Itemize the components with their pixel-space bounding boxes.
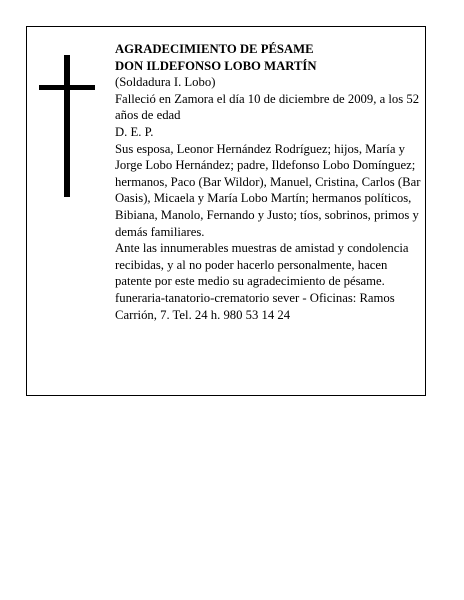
family-list: Sus esposa, Leonor Hernández Rodríguez; hijos, María y Jorge Lobo Hernández; padre, Ildefonso Lobo Domínguez; hermanos, Paco (Bar Wildor), Manuel, Cristina, Carlos (Bar Oasis), Micaela y María Lobo Martín; hermanos políticos, Bibiana, Manolo, Fernando y Justo; tíos, sobrinos, primos y demás familiares. [115,141,421,239]
cross-horizontal-bar [39,85,95,90]
gratitude-text: Ante las innumerables muestras de amistad y condolencia recibidas, y al no poder hacerlo personalmente, hacen patente por este medio su agradecimiento de pésame. [115,241,409,289]
funeral-home-info: funeraria-tanatorio-crematorio sever - Oficinas: Ramos Carrión, 7. Tel. 24 h. 980 53 14 24 [115,290,395,322]
rip-line: D. E. P. [115,124,154,139]
death-info: Falleció en Zamora el día 10 de diciembre de 2009, a los 52 años de edad [115,91,420,123]
cross-icon [39,55,95,197]
notice-title: AGRADECIMIENTO DE PÉSAME [115,42,314,56]
deceased-name: DON ILDEFONSO LOBO MARTÍN [115,58,317,73]
deceased-nickname: (Soldadura I. Lobo) [115,75,216,90]
notice-text [115,41,421,323]
cross-vertical-bar [64,55,70,197]
obituary-notice [26,26,426,396]
